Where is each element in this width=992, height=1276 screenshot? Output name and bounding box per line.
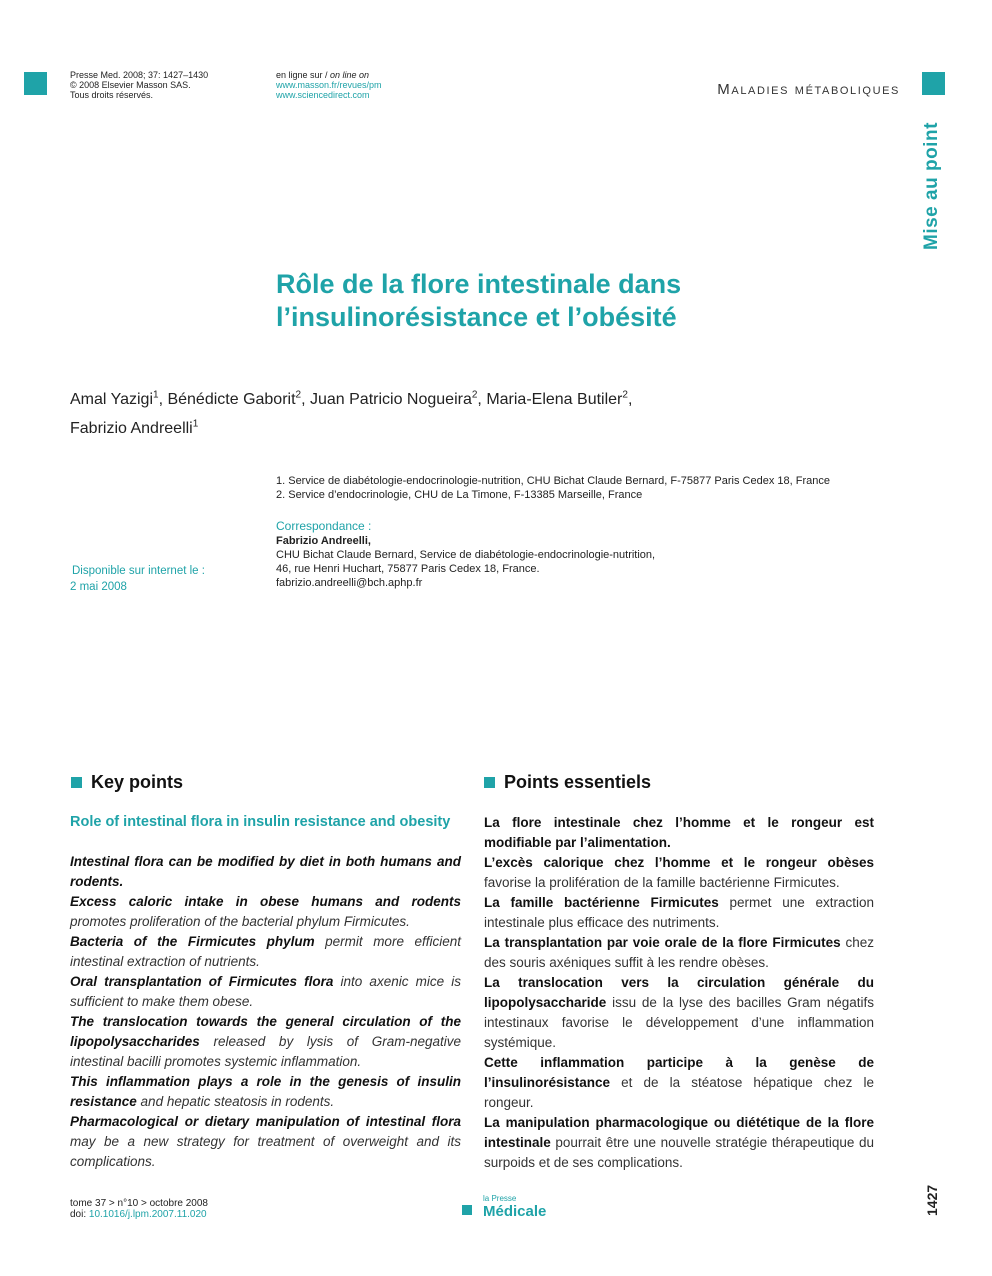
correspondence-line-2: 46, rue Henri Huchart, 75877 Paris Cedex 18, France. [276,563,540,575]
key-points-heading-text: Key points [91,772,184,792]
footer-issue-block [70,1198,208,1220]
article-title [276,268,681,334]
list-item: La flore intestinale chez l’homme et le rongeur est modifiable par l’alimentation. [484,815,874,850]
section-label: Maladies métaboliques [717,81,900,98]
author: Amal Yazigi$^1$, [70,390,168,409]
points-essentiels-heading [484,772,651,793]
doi-label: doi: [70,1209,89,1220]
points-essentiels-list [484,813,874,1173]
side-label: Mise au point [921,122,942,250]
rights: Tous droits réservés. [70,90,154,100]
list-item: Cette inflammation participe à la genèse de l’insulinorésistance et de la stéatose hépatique chez le rongeur. [484,1055,874,1110]
doi-line [70,1209,208,1220]
list-item: Pharmacological or dietary manipulation of intestinal flora may be a new strategy for treatment of overweight and its complications. [70,1114,461,1169]
citation: Presse Med. 2008; 37: 1427–1430 [70,70,209,80]
key-points-list [70,852,461,1172]
list-item: L’excès calorique chez l’homme et le rongeur obèses favorise la prolifération de la famille bactérienne Firmicutes. [484,855,874,890]
list-item: Excess caloric intake in obese humans and rodents promotes proliferation of the bacterial phylum Firmicutes. [70,894,461,929]
affiliation-1: 1. Service de diabétologie-endocrinologie-nutrition, CHU Bichat Claude Bernard, F-75877 Paris Cedex 18, France [276,475,830,487]
affiliations [276,474,830,502]
author: Bénédicte Gaborit$^2$, [167,390,310,409]
correspondence-line-1: CHU Bichat Claude Bernard, Service de diabétologie-endocrinologie-nutrition, [276,549,656,561]
correspondence [276,519,655,590]
author: Maria-Elena Butiler$^2$, [486,390,633,409]
doi-link[interactable]: 10.1016/j.lpm.2007.11.020 [88,1209,207,1220]
correspondence-label: Correspondance : [276,519,372,533]
affiliation-2: 2. Service d’endocrinologie, CHU de La Timone, F-13385 Marseille, France [276,489,643,501]
title-line-1: Rôle de la flore intestinale dans [276,269,682,299]
url-masson[interactable]: www.masson.fr/revues/pm [276,80,382,90]
available-label: Disponible sur internet le : [72,565,205,577]
url-sciencedirect[interactable]: www.sciencedirect.com [276,90,370,100]
journal-logo-small: la Presse [483,1194,517,1203]
list-item: Oral transplantation of Firmicutes flora into axenic mice is sufficient to make them obese. [70,974,461,1009]
header-online-block [276,70,382,100]
author: Fabrizio Andreelli$^1$ [70,418,199,437]
key-points-heading [71,772,183,793]
corner-square-right [922,72,945,95]
journal-logo-big: Médicale [483,1203,547,1220]
list-item: Intestinal flora can be modified by diet in both humans and rodents. [70,854,461,889]
online-label [276,70,382,80]
title-line-2: l’insulinorésistance et l’obésité [276,302,677,332]
points-essentiels-heading-text: Points essentiels [504,772,652,792]
footer-square-icon [462,1205,472,1215]
key-points-subtitle: Role of intestinal flora in insulin resistance and obesity [70,814,451,830]
online-label-fr: en ligne sur / [276,70,331,80]
corner-square-left [24,72,47,95]
correspondence-email[interactable]: fabrizio.andreelli@bch.aphp.fr [276,577,423,589]
online-label-en: on line on [330,70,370,80]
list-item: La famille bactérienne Firmicutes permet une extraction intestinale plus efficace des nutriments. [484,895,874,930]
page-number: 1427 [924,1184,940,1216]
list-item: The translocation towards the general circulation of the lipopolysaccharides released by lysis of Gram-negative intestinal bacilli promotes systemic inflammation. [70,1014,461,1069]
bullet-square-icon [71,777,82,788]
available-date: 2 mai 2008 [70,581,127,593]
list-item: Bacteria of the Firmicutes phylum permit more efficient intestinal extraction of nutrients. [70,934,461,969]
authors [70,384,690,441]
author: Juan Patricio Nogueira$^2$, [309,390,487,409]
header-citation-block [70,70,208,100]
journal-logo [483,1194,546,1220]
correspondence-name: Fabrizio Andreelli, [276,535,371,547]
bullet-square-icon [484,777,495,788]
list-item: La transplantation par voie orale de la flore Firmicutes chez des souris axéniques suffit à les rendre obèses. [484,935,874,970]
list-item: This inflammation plays a role in the genesis of insulin resistance and hepatic steatosis in rodents. [70,1074,461,1109]
list-item: La manipulation pharmacologique ou diététique de la flore intestinale pourrait être une nouvelle stratégie thérapeutique du surpoids et de ses complications. [484,1115,874,1170]
availability [70,563,205,595]
list-item: La translocation vers la circulation générale du lipopolysaccharide issu de la lyse des bacilles Gram négatifs intestinaux favorise le développement d’une inflammation systémique. [484,975,874,1050]
copyright: © 2008 Elsevier Masson SAS. [70,80,191,90]
issue-info: tome 37 > n°10 > octobre 2008 [70,1198,208,1209]
